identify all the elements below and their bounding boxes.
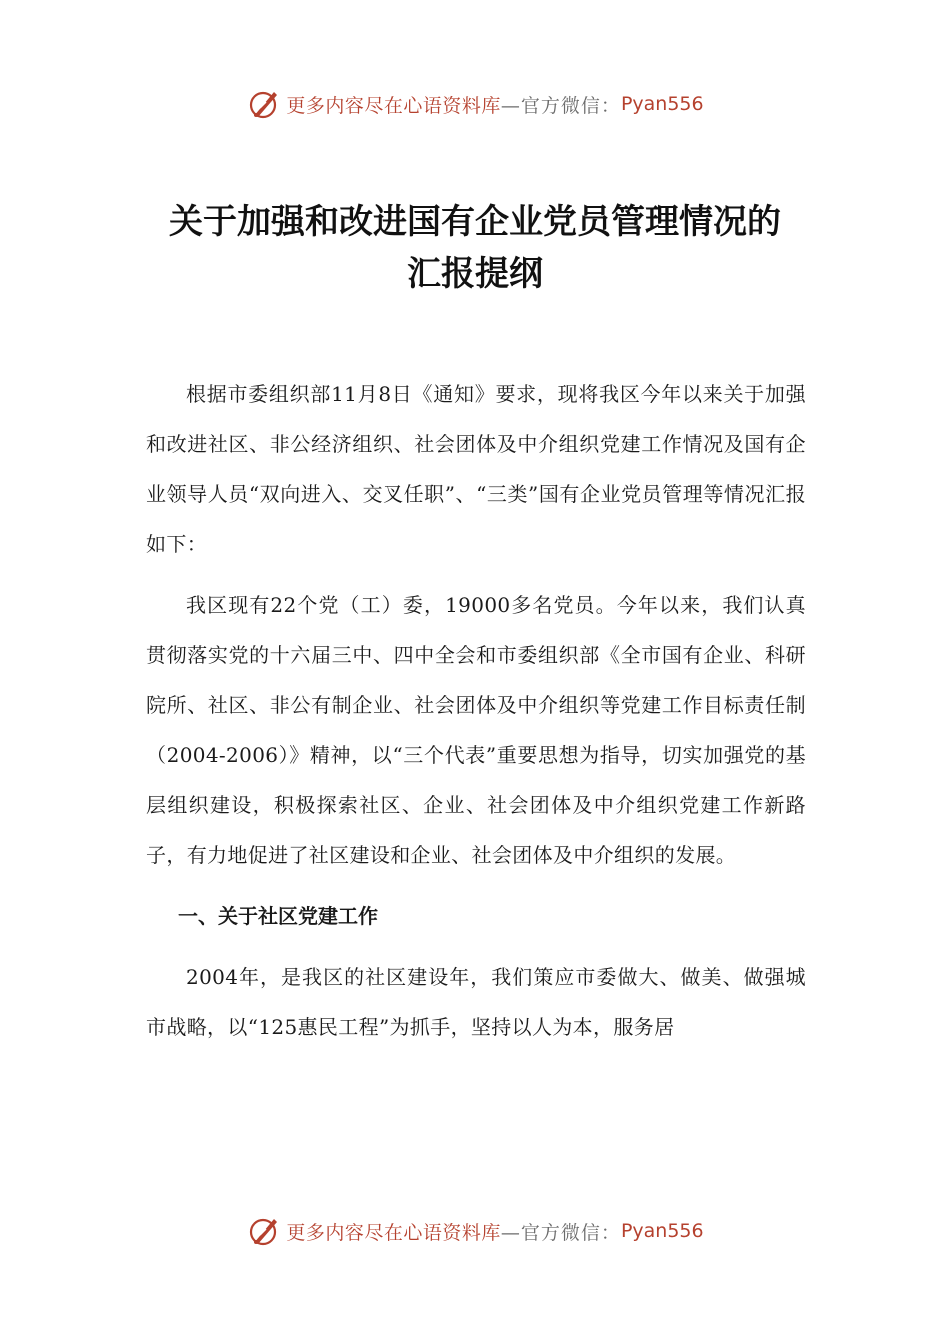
banner-text-wechat: —官方微信： xyxy=(500,1221,621,1244)
title-line-1: 关于加强和改进国有企业党员管理情况的 xyxy=(169,202,781,242)
banner-text-main: 更多内容尽在心语资料库 xyxy=(286,1221,501,1244)
document-body xyxy=(146,369,806,1063)
quill-logo-icon xyxy=(246,1213,282,1249)
banner-text-wechat: —官方微信： xyxy=(500,94,621,117)
banner-wechat-id: Pyan556 xyxy=(620,1220,704,1242)
banner-wechat-id: Pyan556 xyxy=(620,93,704,115)
footer-banner xyxy=(0,1211,950,1251)
header-banner xyxy=(0,84,950,124)
document-title xyxy=(100,196,850,300)
title-line-2: 汇报提纲 xyxy=(407,254,543,294)
banner-text-main: 更多内容尽在心语资料库 xyxy=(286,94,501,117)
quill-logo-icon xyxy=(246,86,282,122)
paragraph-2: 我区现有22个党（工）委，19000多名党员。今年以来，我们认真贯彻落实党的十六届三中、四中全会和市委组织部《全市国有企业、科研院所、社区、非公有制企业、社会团体及中介组织等党建工作目标责任制（2004-2006）》精神，以“三个代表”重要思想为指导，切实加强党的基层组织建设，积极探索社区、企业、社会团体及中介组织党建工作新路子，有力地促进了社区建设和企业、社会团体及中介组织的发展。 xyxy=(146,593,806,867)
section-heading-1: 一、关于社区党建工作 xyxy=(178,904,378,928)
paragraph-1: 根据市委组织部11月8日《通知》要求，现将我区今年以来关于加强和改进社区、非公经济组织、社会团体及中介组织党建工作情况及国有企业领导人员“双向进入、交叉任职”、“三类”国有企业党员管理等情况汇报如下： xyxy=(146,382,806,556)
paragraph-3: 2004年，是我区的社区建设年，我们策应市委做大、做美、做强城市战略，以“125惠民工程”为抓手，坚持以人为本，服务居 xyxy=(146,965,806,1039)
